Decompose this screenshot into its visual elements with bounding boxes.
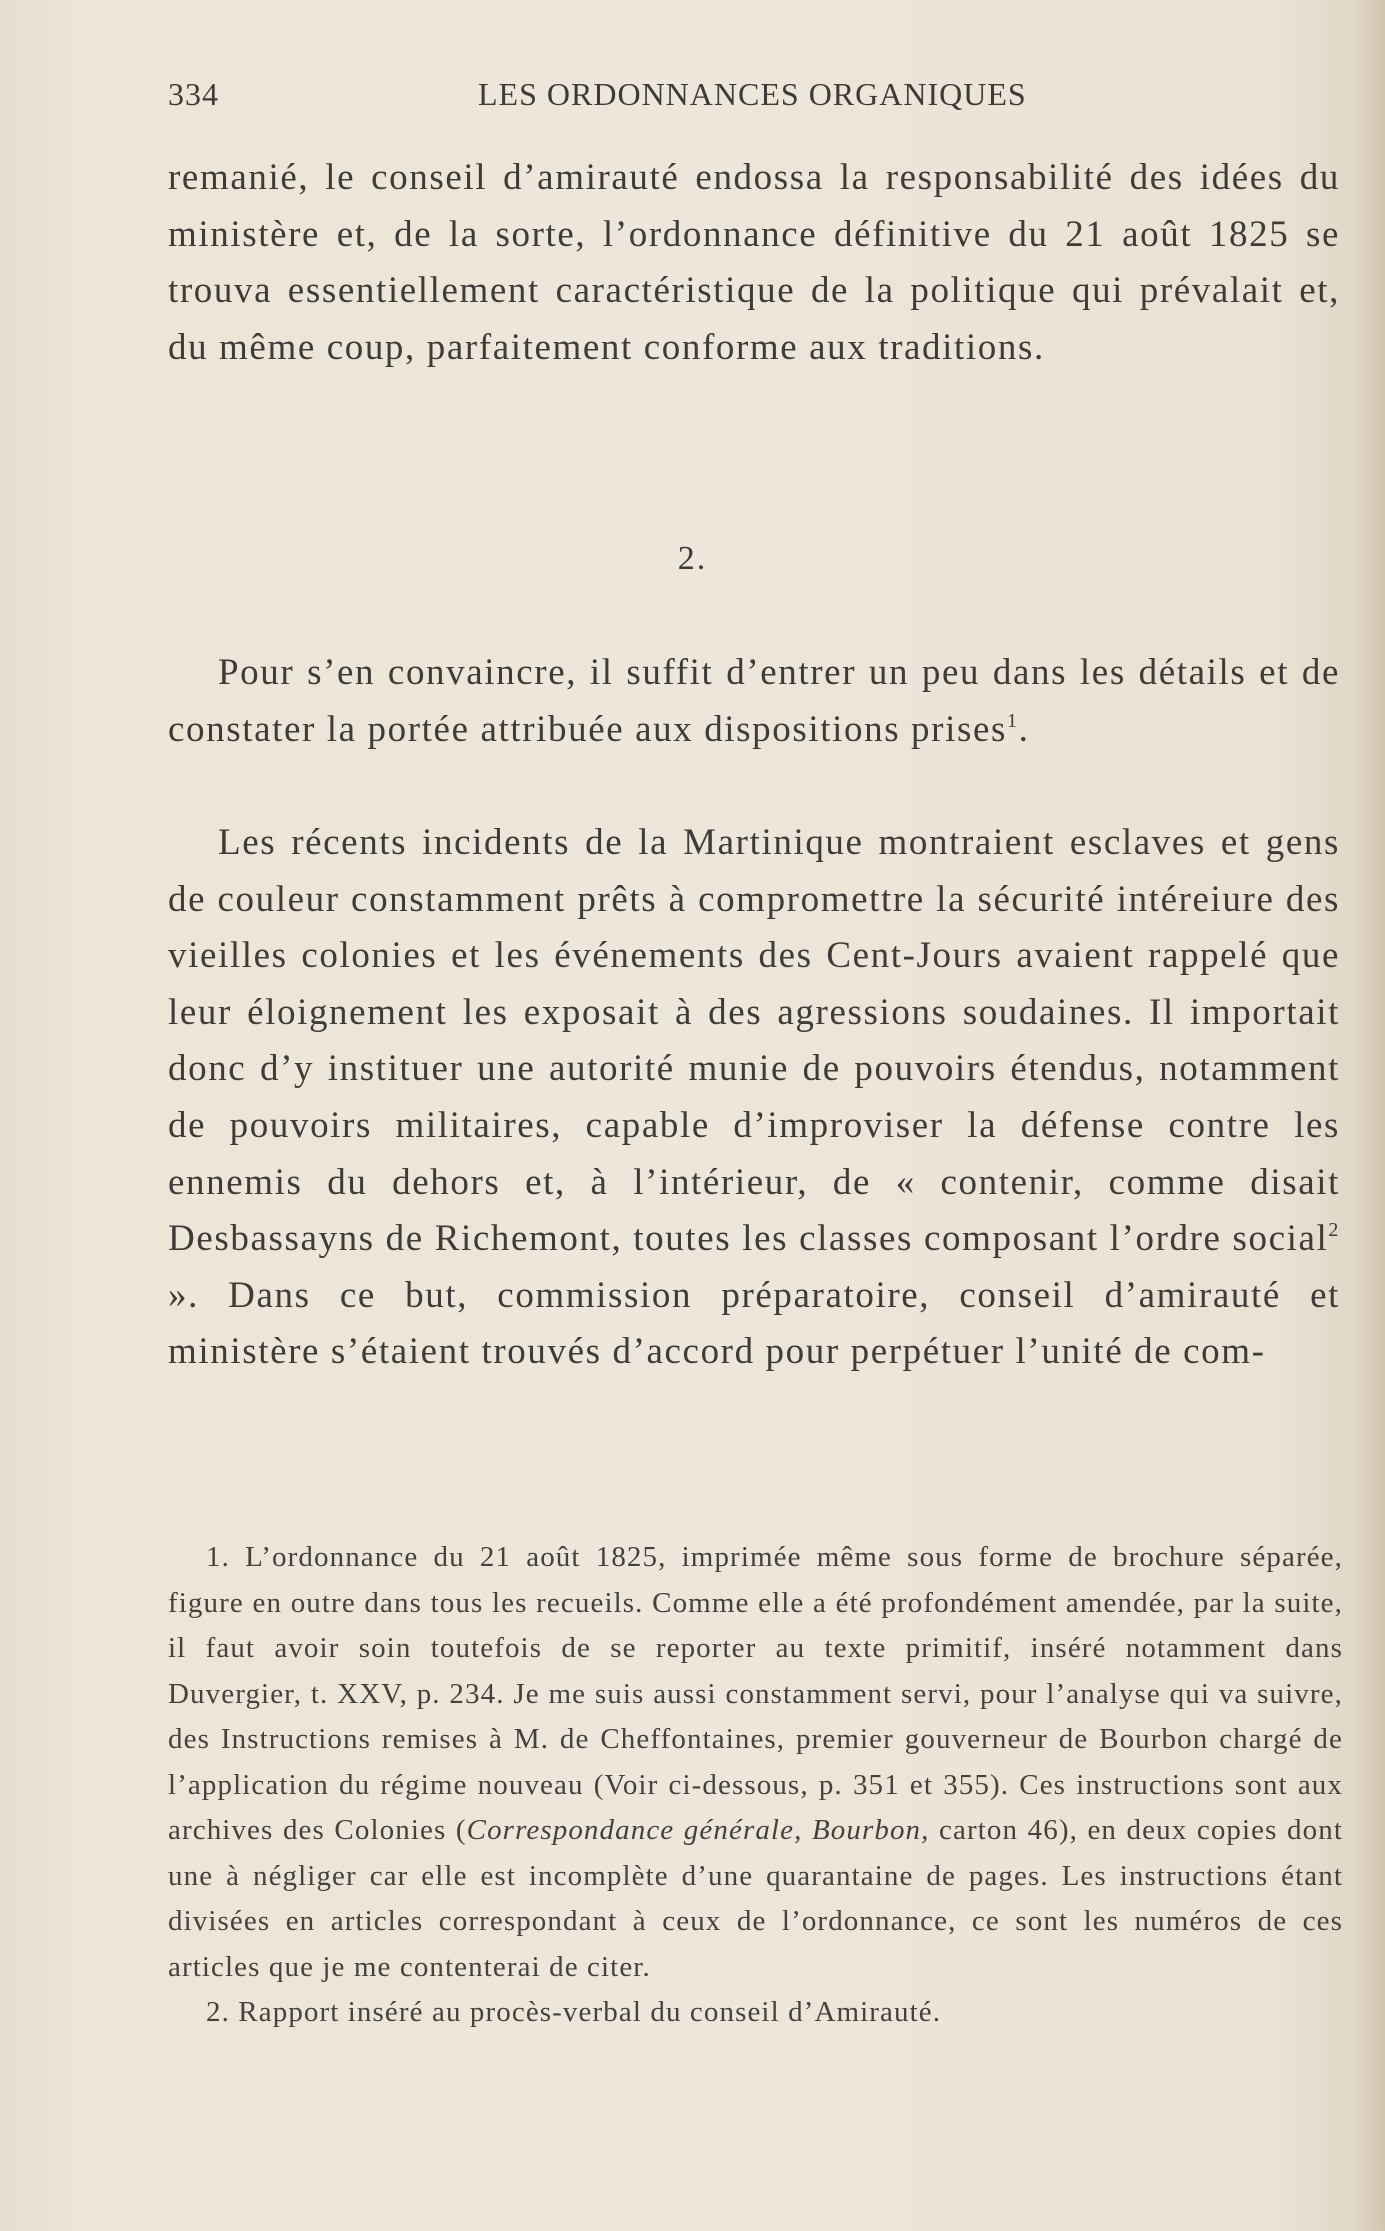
paragraph-2-text: Pour s’en convaincre, il suffit d’entrer un peu dans les détails et de constater la portée attribuée aux dispositions prises xyxy=(168,652,1340,750)
footnote-ref-1: 1 xyxy=(1006,709,1019,732)
paragraph-3-text: Les récents incidents de la Martinique montraient esclaves et gens de couleur constamment prêts à compromettre la sécurité intéreiure des vieilles colonies et les événements des Cent-Jours avaient rappelé que leur éloignement les exposait à des agressions soudaines. Il importait donc d’y instituer une autorité munie de pouvoirs étendus, notamment de pouvoirs militaires, capable d’improviser la défense contre les ennemis du dehors et, à l’intérieur, de « contenir, comme disait Desbassayns de Richemont, toutes les classes composant l’ordre social xyxy=(168,822,1340,1260)
footnote-1-start: 1. L’ordonnance du 21 août 1825, imprimée même sous forme de brochure séparée, figure en outre dans tous les recueils. Comme elle a été profondément amendée, par la suite, il faut avoir soin toutefois de se reporter au texte primitif, inséré notamment dans Duvergier, t. XXV, p. 234. Je me suis aussi constamment servi, pour l’analyse qui va suivre, des Instructions remises à M. de Cheffontaines, premier gouverneur de Bourbon chargé de l’application du régime nouveau (Voir ci-dessous, p. 351 et 355). Ces instructions sont aux archives des Colonies ( xyxy=(168,1541,1343,1846)
footnote-1-italic: Correspondance générale, Bourbon, xyxy=(466,1814,930,1846)
page-header xyxy=(168,76,1348,126)
paragraph-3 xyxy=(168,815,1340,1381)
paragraph-2 xyxy=(168,645,1340,758)
footnote-1 xyxy=(168,1535,1343,1990)
running-title: LES ORDONNANCES ORGANIQUES xyxy=(478,76,1027,112)
page-edge-shadow xyxy=(1355,0,1385,2231)
footnotes xyxy=(168,1535,1343,2036)
footnote-2: 2. Rapport inséré au procès-verbal du conseil d’Amirauté. xyxy=(206,1996,942,2028)
footnote-ref-2: 2 xyxy=(1328,1219,1340,1242)
page-number: 334 xyxy=(168,76,219,112)
footnote-1-end: carton 46), en deux copies dont une à négliger car elle est incomplète d’une quarantaine de pages. Les instructions étant divisées en articles correspondant à ceux de l’ordonnance, ce sont les numéros de ces articles que je me contenterai de citer. xyxy=(168,1814,1344,1983)
paragraph-1: remanié, le conseil d’amirauté endossa la responsabilité des idées du ministère et, de la sorte, l’ordonnance définitive du 21 août 1825 se trouva essentiellement caractéristique de la politique qui prévalait et, du même coup, parfaitement conforme aux traditions. xyxy=(168,157,1340,368)
section-number: 2. xyxy=(677,540,708,577)
paragraph-3-end: ». Dans ce but, commission préparatoire, conseil d’amirauté et ministère s’étaient trouvés d’accord pour perpétuer l’unité de com- xyxy=(168,1274,1340,1373)
paragraph-2-end: . xyxy=(1018,708,1030,750)
